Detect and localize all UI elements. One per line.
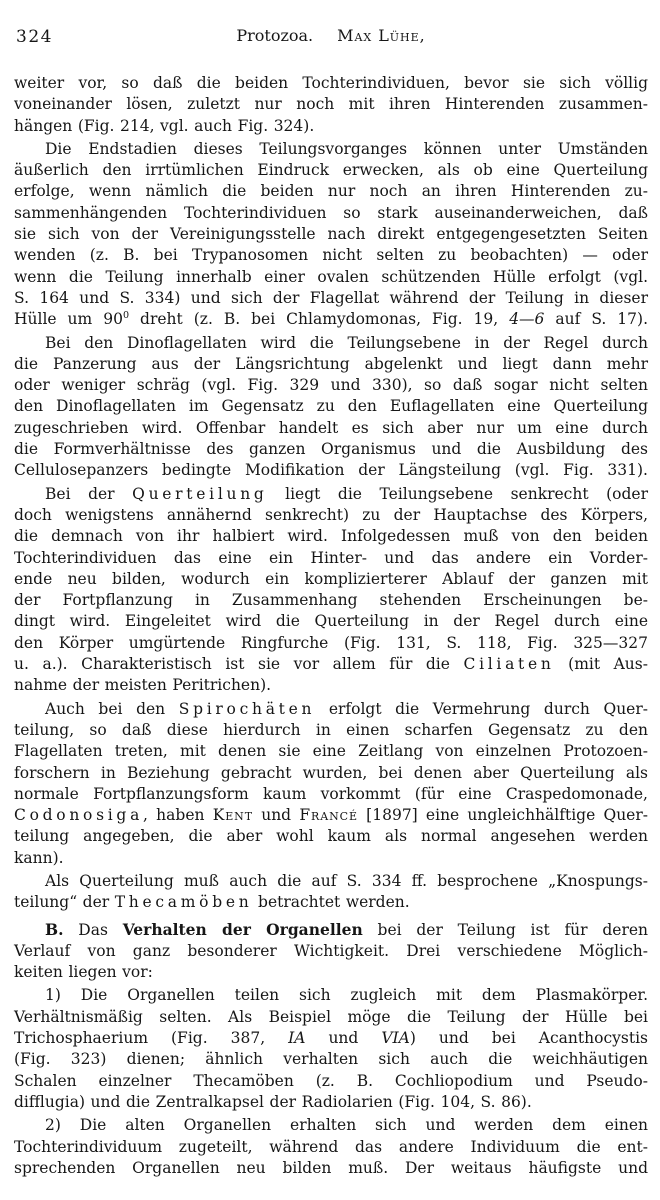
text-line: [14, 892, 648, 913]
text-line: [14, 267, 648, 288]
text-run: , haben: [143, 806, 213, 825]
running-title-author: Max Lühe,: [337, 26, 426, 45]
text-line: [14, 181, 648, 202]
text-line: [14, 1092, 648, 1113]
text-run: (mit Aus-: [554, 655, 648, 674]
text-line: [14, 484, 648, 505]
text-run: äußerlich den irrtümlichen Eindruck erwecken, als ob eine Querteilung: [14, 161, 648, 180]
text-line: [14, 985, 648, 1006]
text-run: der Fortpflanzung in Zusammenhang stehenden Erscheinungen be-: [14, 591, 648, 610]
text-run: Verlauf von ganz besonderer Wichtigkeit. Drei verschiedene Möglich-: [14, 941, 648, 960]
text-run: auf S. 17).: [544, 310, 648, 329]
text-run: oder weniger schräg (vgl. Fig. 329 und 330), so daß sogar nicht selten: [14, 376, 648, 395]
text-line: [14, 245, 648, 266]
text-run: den Dinoflagellaten im Gegensatz zu den Euflagellaten eine Querteilung: [14, 397, 648, 416]
text-run: B.: [45, 919, 64, 939]
text-run: Hülle um 90: [14, 310, 123, 329]
paragraph: [14, 139, 648, 331]
paragraph: [14, 73, 648, 137]
text-run: normale Fortpflanzungsform kaum vorkommt (für eine Craspedomonade,: [14, 784, 648, 803]
text-run: Bei der: [45, 484, 133, 503]
text-line: [14, 654, 648, 675]
text-run: u. a.). Charakteristisch ist sie vor allem für die: [14, 655, 464, 674]
text-line: [14, 1049, 648, 1070]
text-run: 4—6: [509, 310, 545, 329]
text-run: Thecamöben: [114, 893, 253, 912]
text-line: [14, 805, 648, 826]
text-run: die Formverhältnisse des ganzen Organismus und die Ausbildung des: [14, 440, 648, 459]
text-run: die Panzerung aus der Längsrichtung abgelenkt und liegt dann mehr: [14, 354, 648, 373]
text-line: [14, 396, 648, 417]
text-run: wenn die Teilung innerhalb einer ovalen schützenden Hülle erfolgt (vgl.: [14, 267, 648, 286]
text-run: voneinander lösen, zuletzt nur noch mit ihren Hinterenden zusammen-: [14, 95, 648, 114]
text-run: liegt die Teilungsebene senkrecht (oder: [267, 484, 649, 503]
paragraph: [14, 699, 648, 869]
text-run: den Körper umgürtende Ringfurche (Fig. 131, S. 118, Fig. 325—327: [14, 633, 648, 652]
text-line: [14, 633, 648, 654]
text-line: [14, 203, 648, 224]
paragraph: [14, 871, 648, 914]
text-run: Trichosphaerium (Fig. 387,: [14, 1029, 289, 1048]
text-run: ) und bei Acanthocystis: [409, 1029, 648, 1048]
text-run: teilung“ der: [14, 893, 115, 912]
text-run: ende neu bilden, wodurch ein komplizierterer Ablauf der ganzen mit: [14, 569, 648, 588]
text-run: sie sich von der Vereinigungsstelle nach direkt entgegengesetzten Seiten: [14, 225, 648, 244]
paragraph: [14, 919, 648, 984]
text-run: und: [305, 1029, 382, 1048]
paragraph: [14, 1115, 648, 1179]
text-line: [14, 116, 648, 137]
text-run: Querteilung: [132, 484, 268, 503]
text-run: Verhalten der Organellen: [122, 919, 363, 939]
text-line: [14, 460, 648, 481]
text-line: [14, 505, 648, 526]
running-title-work: Protozoa.: [236, 26, 314, 45]
text-run: Auch bei den: [45, 699, 179, 718]
text-run: die demnach von ihr halbiert wird. Infolgedessen muß von den beiden: [14, 527, 648, 546]
text-run: dingt wird. Eingeleitet wird die Querteilung in der Regel durch eine: [14, 612, 648, 631]
running-title: [14, 26, 648, 45]
text-line: [14, 73, 648, 94]
text-line: [14, 871, 648, 892]
text-run: hängen (Fig. 214, vgl. auch Fig. 324).: [14, 116, 315, 135]
text-line: [14, 720, 648, 741]
text-run: kann).: [14, 848, 64, 867]
text-run: keiten liegen vor:: [14, 963, 153, 982]
text-line: [14, 919, 648, 941]
text-line: [14, 309, 648, 330]
text-line: [14, 611, 648, 632]
text-run: Flagellaten treten, mit denen sie eine Zeitlang von einzelnen Protozoen-: [14, 742, 648, 761]
text-run: forschern in Beziehung gebracht wurden, bei denen aber Querteilung als: [14, 763, 648, 782]
text-line: [14, 160, 648, 181]
text-run: erfolge, wenn nämlich die beiden nur noch an ihren Hinterenden zu-: [14, 182, 648, 201]
text-run: S. 164 und S. 334) und sich der Flagellat während der Teilung in dieser: [14, 288, 648, 307]
text-run: teilung, so daß diese hierdurch in einen scharfen Gegensatz zu den: [14, 720, 648, 739]
text-line: [14, 848, 648, 869]
text-run: nahme der meisten Peritrichen).: [14, 676, 272, 695]
text-run: weiter vor, so daß die beiden Tochterindividuen, bevor sie sich völlig: [14, 74, 648, 92]
text-line: [14, 826, 648, 847]
text-line: [14, 675, 648, 696]
text-run: Kent: [212, 806, 253, 825]
text-line: [14, 763, 648, 784]
page-body: [14, 73, 648, 1179]
text-run: IA: [288, 1029, 306, 1048]
text-run: 1) Die Organellen teilen sich zugleich mit dem Plasmakörper.: [45, 986, 648, 1005]
text-run: Francé: [299, 806, 358, 825]
text-run: zugeschrieben wird. Offenbar handelt es sich aber nur um eine durch: [14, 418, 648, 437]
text-run: Die Endstadien dieses Teilungsvorganges können unter Umständen: [45, 139, 648, 158]
text-line: [14, 288, 648, 309]
text-run: 2) Die alten Organellen erhalten sich und werden dem einen: [45, 1116, 648, 1135]
text-line: [14, 333, 648, 354]
text-run: difflugia) und die Zentralkapsel der Radiolarien (Fig. 104, S. 86).: [14, 1092, 532, 1111]
text-line: [14, 1158, 648, 1179]
text-run: (Fig. 323) dienen; ähnlich verhalten sich auch die weichhäutigen: [14, 1050, 648, 1069]
text-run: erfolgt die Vermehrung durch Quer-: [315, 699, 648, 718]
text-run: sprechenden Organellen neu bilden muß. Der weitaus häufigste und: [14, 1158, 648, 1177]
text-line: [14, 962, 648, 983]
text-run: Codonosiga: [14, 806, 144, 825]
text-run: VIA: [381, 1029, 410, 1048]
text-run: Verhältnismäßig selten. Als Beispiel möge die Teilung der Hülle bei: [14, 1007, 648, 1026]
text-line: [14, 526, 648, 547]
text-line: [14, 784, 648, 805]
text-run: [1897] eine ungleichhälftige Quer-: [357, 806, 648, 825]
text-run: Ciliaten: [463, 655, 555, 674]
text-line: [14, 418, 648, 439]
text-run: sammenhängenden Tochterindividuen so stark auseinanderweichen, daß: [14, 203, 648, 222]
paragraph: [14, 985, 648, 1113]
text-run: Bei den Dinoflagellaten wird die Teilungsebene in der Regel durch: [45, 333, 648, 352]
text-run: Schalen einzelner Thecamöben (z. B. Cochliopodium und Pseudo-: [14, 1071, 648, 1090]
text-run: teilung angegeben, die aber wohl kaum als normal angesehen werden: [14, 827, 648, 846]
text-run: bei der Teilung ist für deren: [362, 920, 649, 939]
text-run: 0: [122, 310, 130, 322]
text-run: Das: [63, 920, 123, 939]
paragraph: [14, 333, 648, 482]
text-run: Tochterindividuen das eine ein Hinter- und das andere ein Vorder-: [14, 548, 648, 567]
page-header: [14, 26, 648, 46]
text-line: [14, 1115, 648, 1136]
text-line: [14, 569, 648, 590]
text-run: Tochterindividuum zugeteilt, während das andere Individuum die ent-: [14, 1137, 648, 1156]
paragraph: [14, 484, 648, 697]
text-run: wenden (z. B. bei Trypanosomen nicht selten zu beobachten) — oder: [14, 246, 648, 265]
text-line: [14, 1137, 648, 1158]
text-line: [14, 741, 648, 762]
text-line: [14, 94, 648, 115]
text-line: [14, 354, 648, 375]
text-run: Cellulosepanzers bedingte Modifikation der Längsteilung (vgl. Fig. 331).: [14, 461, 648, 480]
text-line: [14, 941, 648, 962]
text-run: und: [253, 806, 300, 825]
text-line: [14, 699, 648, 720]
text-line: [14, 1071, 648, 1092]
text-run: betrachtet werden.: [252, 893, 410, 912]
text-line: [14, 548, 648, 569]
text-line: [14, 375, 648, 396]
text-line: [14, 590, 648, 611]
text-line: [14, 439, 648, 460]
text-line: [14, 1007, 648, 1028]
text-run: dreht (z. B. bei Chlamydomonas, Fig. 19,: [129, 310, 510, 329]
page-number: 324: [16, 27, 53, 47]
text-line: [14, 224, 648, 245]
text-line: [14, 1028, 648, 1049]
text-run: Spirochäten: [178, 699, 316, 718]
text-line: [14, 139, 648, 160]
text-run: doch wenigstens annähernd senkrecht) zu der Hauptachse des Körpers,: [14, 505, 648, 524]
text-run: Als Querteilung muß auch die auf S. 334 ff. besprochene „Knospungs-: [45, 871, 648, 890]
